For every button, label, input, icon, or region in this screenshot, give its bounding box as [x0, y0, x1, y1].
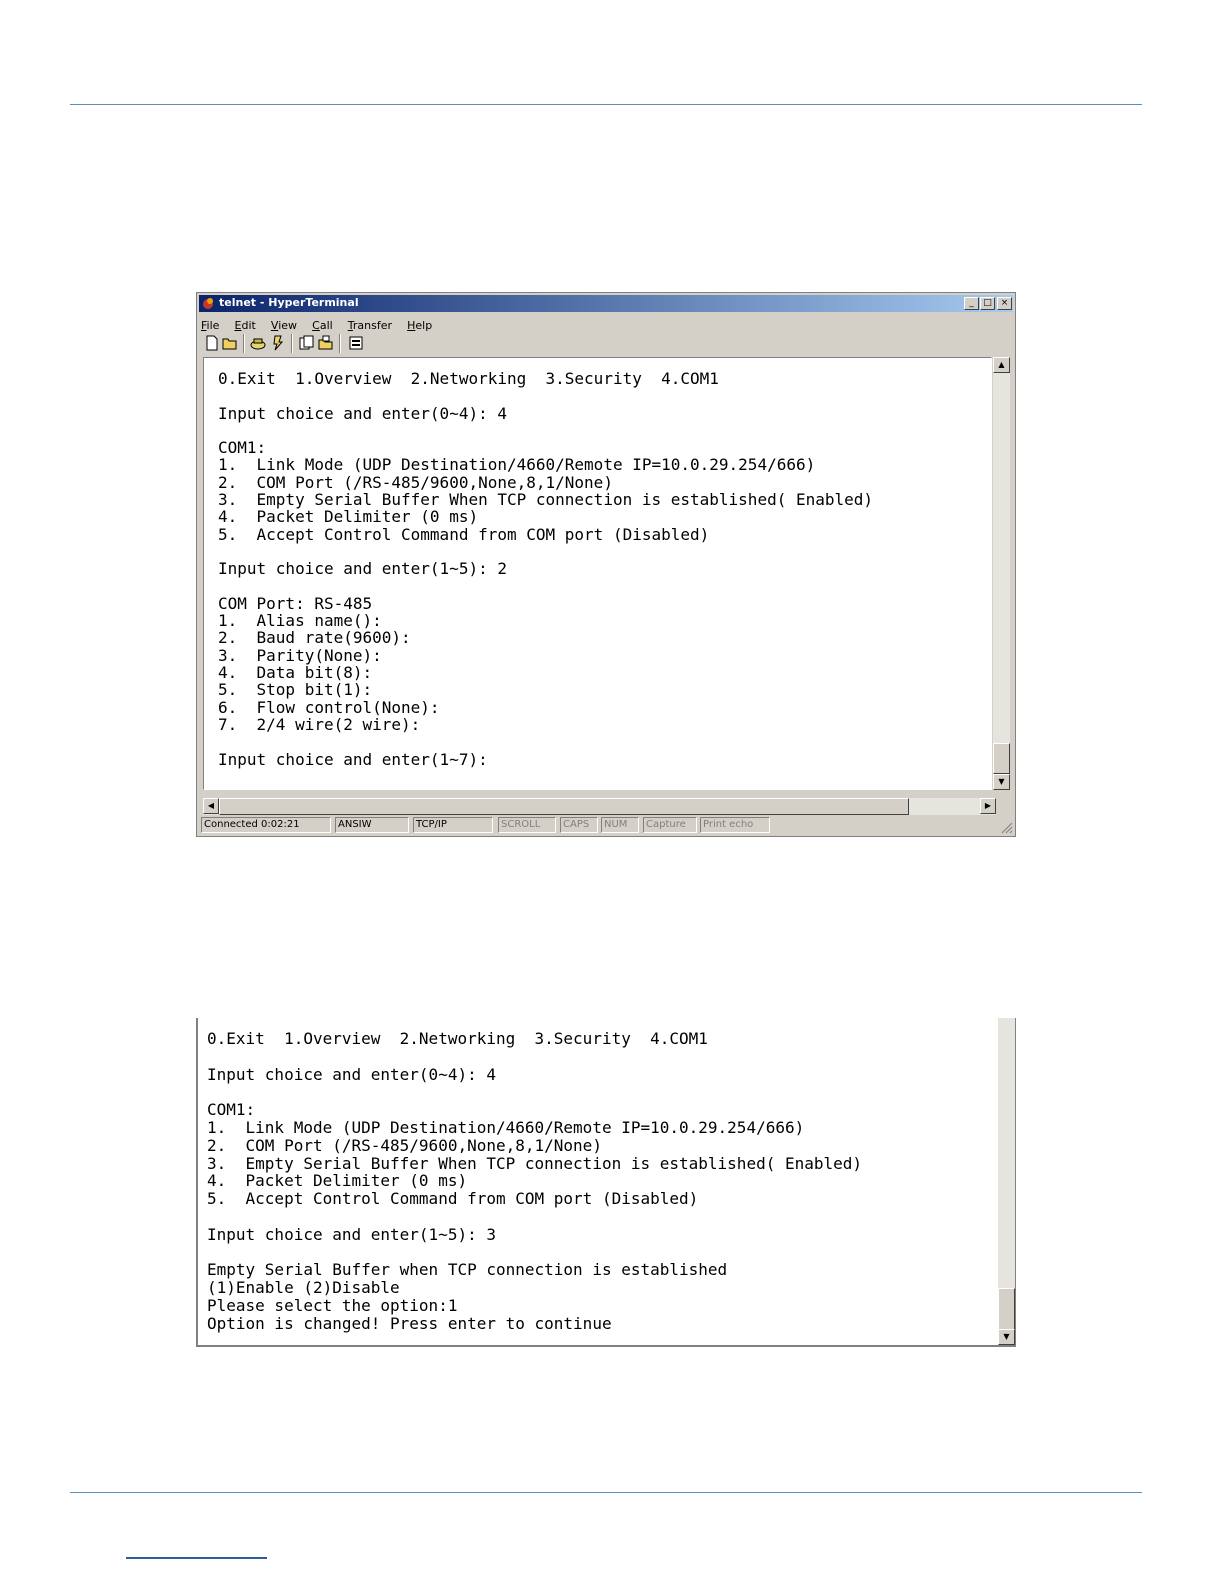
menu-edit[interactable]: Edit [234, 319, 256, 332]
footer-accent-bar [126, 1557, 267, 1559]
status-protocol: TCP/IP [413, 817, 493, 833]
terminal-output: 0.Exit 1.Overview 2.Networking 3.Security 4.COM1 Input choice and enter(0~4): 4 COM1: 1. Link Mode (UDP Destination/4660/Remote IP=10.0.29.254/666) 2. COM Port (/RS-485/9600,None,8,1/None) 3. Empty Serial Buffer When TCP connection is established( Enabled) 4. Packet Delimiter (0 ms) 5. Accept Control Command from COM port (Disabled) Input choice and enter(1~5): 2 COM Port: RS-485 1. Alias name(): 2. Baud rate(9600): 3. Parity(None): 4. Data bit(8): 5. Stop bit(1): 6. Flow control(None): 7. 2/4 wire(2 wire): Input choice and enter(1~7): [218, 369, 874, 769]
scroll-down-arrow-icon[interactable]: ▼ [993, 774, 1010, 790]
window-title: telnet - HyperTerminal [219, 296, 359, 309]
hyperterminal-app-icon [202, 297, 215, 310]
receive-icon[interactable] [317, 334, 335, 352]
terminal-output-2: 0.Exit 1.Overview 2.Networking 3.Security 4.COM1 Input choice and enter(0~4): 4 COM1: 1. Link Mode (UDP Destination/4660/Remote IP=10.0.29.254/666) 2. COM Port (/RS-485/9600,None,8,1/None) 3. Empty Serial Buffer When TCP connection is established( Enabled) 4. Packet Delimiter (0 ms) 5. Accept Control Command from COM port (Disabled) Input choice and enter(1~5): 3 Empty Serial Buffer when TCP connection is established (1)Enable (2)Disable Please select the option:1 Option is changed! Press enter to continue [207, 1029, 863, 1333]
status-caps: CAPS [560, 817, 598, 833]
status-print-echo: Print echo [700, 817, 770, 833]
properties-icon[interactable] [347, 334, 365, 352]
scroll-down-arrow-icon[interactable]: ▼ [998, 1329, 1015, 1345]
menu-help[interactable]: Help [407, 319, 433, 332]
new-icon[interactable] [203, 334, 221, 352]
call-icon[interactable] [249, 334, 267, 352]
open-icon[interactable] [221, 334, 239, 352]
horizontal-scrollbar[interactable] [203, 798, 996, 815]
header-rule [70, 104, 1142, 105]
status-emulation: ANSIW [335, 817, 409, 833]
title-bar[interactable] [199, 295, 1013, 312]
menu-bar [201, 314, 442, 330]
close-button[interactable]: × [997, 297, 1012, 310]
hyperterminal-window [196, 292, 1016, 837]
horizontal-scroll-thumb[interactable] [219, 798, 909, 815]
vertical-scrollbar-2[interactable] [998, 1018, 1015, 1345]
status-connected: Connected 0:02:21 [201, 817, 331, 833]
terminal-screenshot-2 [196, 1018, 1016, 1347]
vertical-scroll-thumb[interactable] [993, 743, 1010, 774]
disconnect-icon[interactable] [269, 334, 287, 352]
toolbar-separator [339, 334, 341, 353]
terminal-screen-2[interactable] [198, 1018, 998, 1345]
scroll-left-arrow-icon[interactable]: ◀ [203, 798, 219, 814]
status-scroll: SCROLL [498, 817, 556, 833]
terminal-screen[interactable] [203, 357, 992, 790]
send-icon[interactable] [297, 334, 315, 352]
status-bar [201, 817, 1013, 834]
toolbar-separator [291, 334, 293, 353]
status-num: NUM [601, 817, 639, 833]
menu-call[interactable]: Call [312, 319, 333, 332]
scroll-up-arrow-icon[interactable]: ▲ [993, 357, 1010, 373]
footer-rule [70, 1492, 1142, 1493]
status-capture: Capture [643, 817, 697, 833]
menu-file[interactable]: File [201, 319, 220, 332]
menu-view[interactable]: View [270, 319, 298, 332]
vertical-scroll-thumb-2[interactable] [998, 1288, 1015, 1330]
minimize-button[interactable]: _ [964, 297, 979, 310]
menu-transfer[interactable]: Transfer [347, 319, 393, 332]
maximize-button[interactable]: □ [980, 297, 995, 310]
scroll-right-arrow-icon[interactable]: ▶ [980, 798, 996, 814]
toolbar-separator [243, 334, 245, 353]
vertical-scrollbar[interactable] [993, 357, 1010, 790]
resize-grip-icon[interactable] [999, 820, 1013, 834]
